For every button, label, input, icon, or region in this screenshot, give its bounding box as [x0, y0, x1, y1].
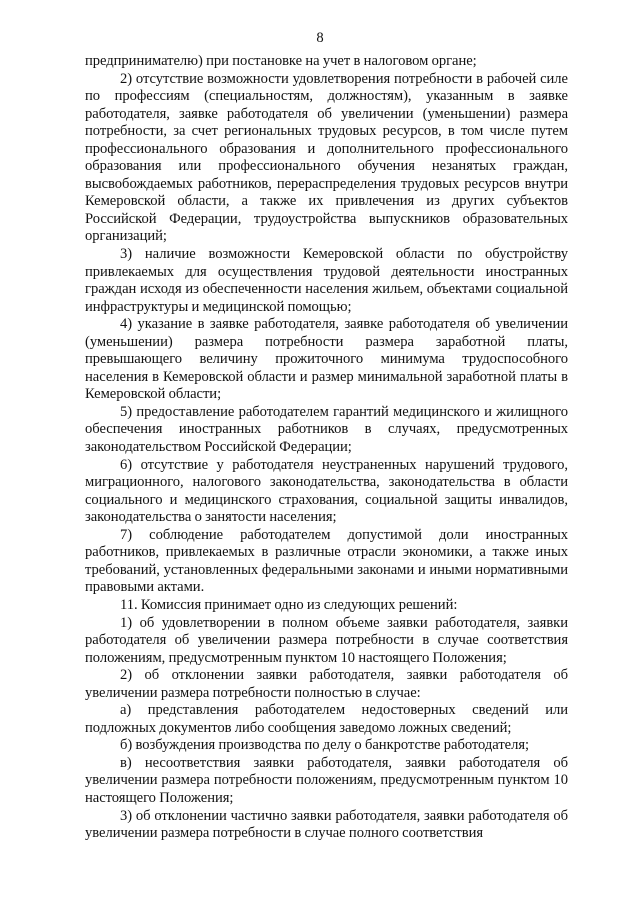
- document-body: [85, 53, 568, 843]
- paragraph-decision-2: 2) об отклонении заявки работодателя, заявки работодателя об увеличении размера потребности полностью в случае:: [85, 667, 568, 701]
- paragraph-subitem-v: в) несоответствия заявки работодателя, заявки работодателя об увеличении размера потребности положениям, предусмотренным пунктом 10 настоящего Положения;: [85, 754, 568, 806]
- page-number: 8: [316, 30, 324, 46]
- paragraph-item-6: 6) отсутствие у работодателя неустраненных нарушений трудового, миграционного, налогового законодательства, законодательства в области социального и медицинского страхования, социальной защиты инвалидов, законодательства о занятости населения;: [85, 456, 568, 526]
- paragraph-section-11: 11. Комиссия принимает одно из следующих решений:: [120, 596, 458, 613]
- paragraph-item-7: 7) соблюдение работодателем допустимой доли иностранных работников, привлекаемых в различные отрасли экономики, а также иных требований, установленных федеральными законами и иными нормативными правовыми актами.: [85, 526, 568, 596]
- paragraph-item-3: 3) наличие возможности Кемеровской области по обустройству привлекаемых для осуществления трудовой деятельности иностранных граждан исходя из обеспеченности населения жильем, объектами социальной инфраструктуры и медицинской помощью;: [85, 246, 568, 315]
- paragraph-item-2: 2) отсутствие возможности удовлетворения потребности в рабочей силе по профессиям (специальностям, должностям), указанным в заявке работодателя, заявке работодателя об увеличении (уменьшении) размера потребности, за счет региональных трудовых ресурсов, в том числе путем профессионального образования и дополнительного профессионального образования или профессионального обучения незанятых граждан, высвобождаемых работников, перераспределения трудовых ресурсов внутри Кемеровской области, а также их привлечения из других субъектов Российской Федерации, трудоустройства выпускников образовательных организаций;: [85, 70, 568, 245]
- paragraph-continuation: предпринимателю) при постановке на учет в налоговом органе;: [85, 53, 477, 69]
- paragraph-decision-3: 3) об отклонении частично заявки работодателя, заявки работодателя об увеличении размера потребности в случае полного соответствия: [85, 807, 568, 842]
- paragraph-decision-1: 1) об удовлетворении в полном объеме заявки работодателя, заявки работодателя об увеличении размера потребности в случае соответствия положениям, предусмотренным пунктом 10 настоящего Положения;: [85, 614, 568, 666]
- paragraph-item-4: 4) указание в заявке работодателя, заявке работодателя об увеличении (уменьшении) размера потребности размера заработной платы, превышающего величину прожиточного минимума трудоспособного населения в Кемеровской области и размер минимальной заработной платы в Кемеровской области;: [85, 316, 568, 403]
- paragraph-item-5: 5) предоставление работодателем гарантий медицинского и жилищного обеспечения иностранных работников в случаях, предусмотренных законодательством Российской Федерации;: [85, 403, 568, 456]
- paragraph-subitem-b: б) возбуждения производства по делу о банкротстве работодателя;: [120, 737, 530, 754]
- paragraph-subitem-a: а) представления работодателем недостоверных сведений или подложных документов либо сообщения заведомо ложных сведений;: [85, 702, 568, 736]
